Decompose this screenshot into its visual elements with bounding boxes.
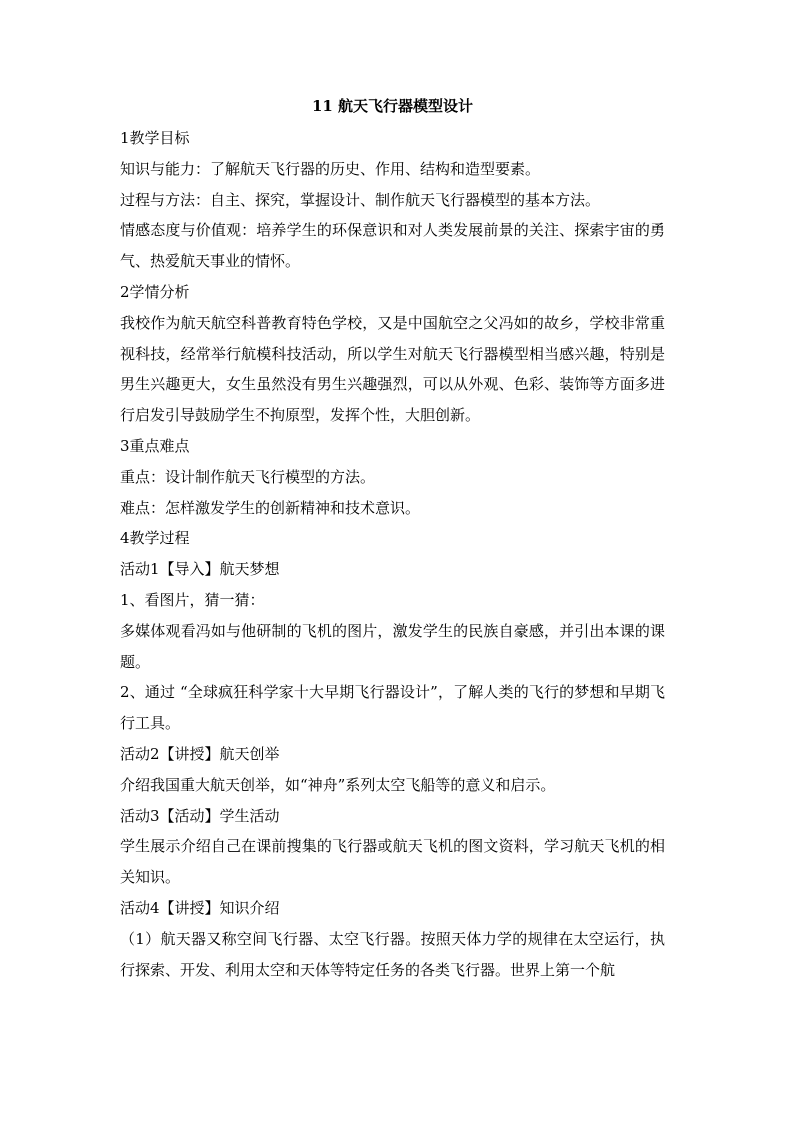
- paragraph-activity-4: （1）航天器又称空间飞行器、太空飞行器。按照天体力学的规律在太空运行，执行探索、开发、利用太空和天体等特定任务的各类飞行器。世界上第一个航: [120, 929, 665, 979]
- paragraph-attitude-values: 情感态度与价值观：培养学生的环保意识和对人类发展前景的关注、探索宇宙的勇气、热爱航天事业的情怀。: [120, 221, 665, 271]
- document-body: [120, 90, 665, 985]
- activity-heading-2: 活动2【讲授】航天创举: [120, 744, 280, 763]
- paragraph-difficult-point: 难点：怎样激发学生的创新精神和技术意识。: [120, 498, 421, 517]
- activity-heading-3: 活动3【活动】学生活动: [120, 806, 280, 825]
- paragraph-activity-1-media: 多媒体观看冯如与他研制的飞机的图片，激发学生的民族自豪感，并引出本课的课题。: [120, 621, 665, 671]
- section-heading-teaching-process: 4教学过程: [120, 529, 190, 548]
- paragraph-key-point: 重点：设计制作航天飞行模型的方法。: [120, 467, 376, 486]
- document-title: 11 航天飞行器模型设计: [311, 97, 474, 115]
- paragraph-activity-3: 学生展示介绍自己在课前搜集的飞行器或航天飞机的图文资料，学习航天飞机的相关知识。: [120, 837, 665, 887]
- paragraph-activity-2: 介绍我国重大航天创举，如“神舟”系列太空飞船等的意义和启示。: [120, 775, 556, 794]
- section-heading-objectives: 1教学目标: [120, 129, 190, 147]
- paragraph-activity-1-step-1: 1、看图片，猜一猜：: [120, 590, 265, 609]
- paragraph-knowledge-ability: 知识与能力：了解航天飞行器的历史、作用、结构和造型要素。: [120, 159, 541, 178]
- paragraph-activity-1-step-2: 2、通过 “全球疯狂科学家十大早期飞行器设计”，了解人类的飞行的梦想和早期飞行工具。: [120, 683, 665, 733]
- section-heading-learner-analysis: 2学情分析: [120, 282, 190, 301]
- paragraph-process-method: 过程与方法：自主、探究，掌握设计、制作航天飞行器模型的基本方法。: [120, 190, 601, 209]
- section-heading-key-points: 3重点难点: [120, 436, 190, 455]
- paragraph-learner-analysis: 我校作为航天航空科普教育特色学校，又是中国航空之父冯如的故乡，学校非常重视科技，经常举行航模科技活动，所以学生对航天飞行器模型相当感兴趣，特别是男生兴趣更大，女生虽然没有男生兴趣强烈，可以从外观、色彩、装饰等方面多进行启发引导鼓励学生不拘原型，发挥个性，大胆创新。: [120, 313, 665, 425]
- activity-heading-1: 活动1【导入】航天梦想: [120, 560, 280, 579]
- activity-heading-4: 活动4【讲授】知识介绍: [120, 898, 280, 917]
